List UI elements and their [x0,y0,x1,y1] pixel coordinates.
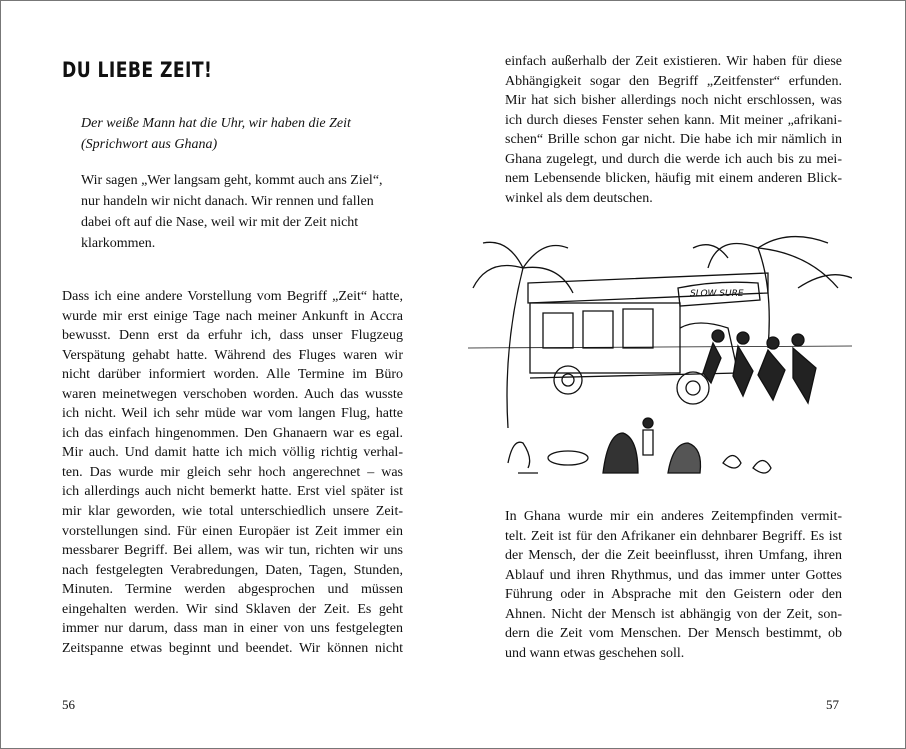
text-line: Minuten. Termine werden abgesprochen und müssen [62,582,403,598]
text-line: Abhängigkeit sogar den Begriff „Zeitfenster“ erfunden. [505,73,842,89]
chapter-title: DU LIEBE ZEIT! [62,58,213,82]
text-line: Mir hat sich bisher allerdings noch nicht erschlossen, was [505,93,842,109]
text-line: winkel als dem deutschen. [505,190,653,206]
text-line: ich durch dieses Fenster sehen kann. Mit meiner „afrikani- [505,112,842,128]
text-line: wurde mir erst einige Tage nach meiner Ankunft in Accra [62,308,403,324]
text-line: Dass ich eine andere Vorstellung vom Begriff „Zeit“ hatte, [62,289,403,304]
text-line: Ahnen. Nicht der Mensch ist abhängig von der Zeit, son- [505,606,842,622]
intro-paragraph [81,170,386,254]
epigraph [81,113,351,155]
text-line: dern die Zeit vom Menschen. Der Mensch bestimmt, ob [505,626,842,642]
text-line: Mir auch. Und damit hatte ich mich völlig richtig verhal- [62,445,403,461]
people-pushing [643,330,816,455]
market-scene [508,433,771,473]
text-line: immer nur darum, dass man in einer von uns festgelegten [62,621,403,637]
text-line: bewusst. Denn erst da erfuhr ich, dass unser Flugzeug [62,328,403,344]
bus [528,273,768,404]
text-line: waren meinetwegen verschoben worden. Auch das wusste [62,386,403,402]
text-line: Zeitspanne etwas beginnt und beendet. Wir können nicht [62,640,403,656]
intro-line: klarkommen. [81,236,156,251]
intro-line: dabei oft auf die Nase, weil wir mit der Zeit nicht [81,215,359,230]
text-line: mir klar geworden, wie total unterschiedlich unsere Zeit- [62,504,403,520]
left-body-text [62,287,403,658]
epigraph-source: (Sprichwort aus Ghana) [81,137,218,152]
text-line: Ablauf und ihren Rhythmus, und das immer unter Gottes [505,567,842,583]
text-line: telt. Zeit ist für den Afrikaner ein dehnbarer Begriff. Es ist [505,528,842,544]
bus-sign: SLOW SURE [690,289,744,299]
palm-tree-left [473,242,573,428]
illustration-bus-push [468,228,852,484]
text-line: nach festgelegten Verabredungen, Daten, Tagen, Stunden, [62,562,403,578]
text-line: Verspätung gehabt hatte. Während des Fluges waren wir [62,347,403,363]
text-line: ten. Das wurde mir gleich sehr hoch angerechnet – was [62,464,403,480]
intro-line: nur handeln wir nicht danach. Wir rennen und fallen [81,194,374,209]
right-bottom-text [505,507,842,663]
text-line: Führung oder in Absprache mit den Geistern oder den [505,587,842,603]
epigraph-line: Der weiße Mann hat die Uhr, wir haben die Zeit [81,116,351,131]
text-line: einfach außerhalb der Zeit existieren. Wir haben für diese [505,54,842,69]
text-line: ich das einfach hingenommen. Den Ghanaern war es egal. [62,425,403,441]
text-line: ich allerdings auch nicht bemerkt hatte. Erst viel später ist [62,484,403,500]
text-line: nem Lebensende blicken, häufig mit einem anderen Blick- [505,171,842,187]
text-line: Ghana zugelegt, und durch die werde ich auch bis zu mei- [505,151,842,167]
text-line: vorstellungen sind. Für einen Europäer ist Zeit immer ein [62,523,403,539]
intro-line: Wir sagen „Wer langsam geht, kommt auch ans Ziel“, [81,173,383,188]
page-number-right: 57 [826,697,839,712]
text-line: In Ghana wurde mir ein anderes Zeitempfinden vermit- [505,509,842,524]
right-top-text [505,52,842,208]
text-line: schen“ Brille schon gar nicht. Die habe ich mir nämlich in [505,132,842,148]
text-line: und wann etwas geschehen soll. [505,645,685,661]
page-number-left: 56 [62,697,75,712]
text-line: nicht darüber informiert worden. Alle Termine im Büro [62,367,403,383]
text-line: ich nicht. Weil ich sehr müde war vom langen Flug, hatte [62,406,403,422]
text-line: messbarer Begriff. Bei allem, was wir tun, richten wir uns [62,543,403,559]
text-line: eingehalten werden. Wir sind Sklaven der Zeit. Es geht [62,601,403,617]
text-line: der Mensch, der die Zeit beeinflusst, ihren Umfang, ihren [505,548,842,564]
